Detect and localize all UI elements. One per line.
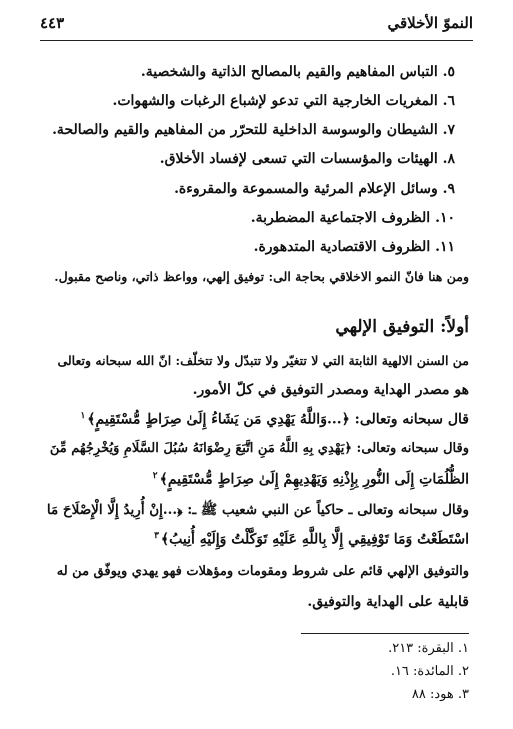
- page-number: ٤٤٣: [40, 14, 65, 32]
- footnote: ١. البقرة: ٢١٣.: [388, 641, 469, 656]
- paragraph-line: قابلية على الهداية والتوفيق.: [307, 594, 469, 610]
- list-item: ٨. الهيئات والمؤسسات التي تسعى لإفساد الأخلاق.: [159, 151, 455, 167]
- running-title: النموّ الأخلاقي: [387, 14, 473, 32]
- list-item: ٩. وسائل الإعلام المرئية والمسموعة والمقروءة.: [174, 181, 455, 197]
- intro-paragraph: ومن هنا فانّ النمو الاخلاقي بحاجة الى: توفيق إلهي، وواعظ ذاتي، وناصح مقبول.: [54, 269, 469, 284]
- section-heading: أولاً: التوفيق الإلهي: [335, 317, 469, 337]
- quran-verse: ﴿...إِنْ أُرِيدُ إِلَّا الْإِصْلَاحَ مَا: [46, 502, 183, 518]
- footnote: ٣. هود: ٨٨: [411, 687, 469, 702]
- footnote-divider: [301, 633, 469, 634]
- quran-verse: الظُّلُمَاتِ إِلَى النُّورِ بِإِذْنِهِ وَيَهْدِيهِمْ إِلَىٰ صِرَاطٍ مُّسْتَقِيمٍ﴾: [159, 471, 469, 488]
- quran-verse: ﴿...وَاللَّهُ يَهْدِي مَن يَشَاءُ إِلَىٰ صِرَاطٍ مُّسْتَقِيمٍ﴾: [87, 411, 350, 428]
- list-item: ١٠. الظروف الاجتماعية المضطربة.: [250, 210, 455, 226]
- paragraph-line: من السنن الالهية الثابتة التي لا تتغيّر ولا تتبدّل ولا تتخلّف: انّ الله سبحانه وتعالى: [57, 353, 469, 368]
- citation-intro: وقال سبحانه وتعالى:: [352, 441, 469, 456]
- quran-citation-3: [47, 501, 469, 521]
- list-item: ١١. الظروف الاقتصادية المتدهورة.: [253, 239, 455, 255]
- quran-citation-2-cont: [153, 471, 469, 488]
- citation-intro: قال سبحانه وتعالى:: [349, 411, 469, 428]
- quran-verse: ﴿يَهْدِي بِهِ اللَّهُ مَنِ اتَّبَعَ رِضْوَانَهُ سُبُلَ السَّلَامِ وَيُخْرِجُهُم مِّنَ: [49, 441, 353, 456]
- quran-citation-1: [80, 411, 469, 428]
- quran-verse: اسْتَطَعْتُ وَمَا تَوْفِيقِي إِلَّا بِاللَّهِ عَلَيْهِ تَوَكَّلْتُ وَإِلَيْهِ أُنِيبُ﴾: [160, 531, 469, 548]
- footnote: ٢. المائدة: ١٦.: [390, 664, 469, 679]
- footnote-marker: ٣: [154, 531, 159, 541]
- list-item: ٧. الشيطان والوسوسة الداخلية للتحرّر من المفاهيم والقيم والصالحة.: [52, 122, 455, 138]
- list-item: ٥. التباس المفاهيم والقيم بالمصالح الذاتية والشخصية.: [140, 64, 455, 80]
- paragraph-line: والتوفيق الإلهي قائم على شروط ومقومات ومؤهلات فهو يهدي ويوفّق من له: [56, 564, 469, 579]
- header-divider: [40, 40, 473, 41]
- citation-intro: وقال سبحانه وتعالى ـ حاكياً عن النبي شعيب ﷺ ـ:: [182, 502, 469, 518]
- footnote-marker: ١: [80, 411, 86, 421]
- running-header: [40, 14, 473, 38]
- list-item: ٦. المغريات الخارجية التي تدعو لإشباع الرغبات والشهوات.: [112, 93, 455, 109]
- quran-citation-3-cont: [154, 531, 469, 548]
- footnote-marker: ٢: [152, 471, 158, 481]
- paragraph-line: هو مصدر الهداية ومصدر التوفيق في كلّ الأمور.: [192, 382, 469, 398]
- quran-citation-2: [50, 441, 469, 456]
